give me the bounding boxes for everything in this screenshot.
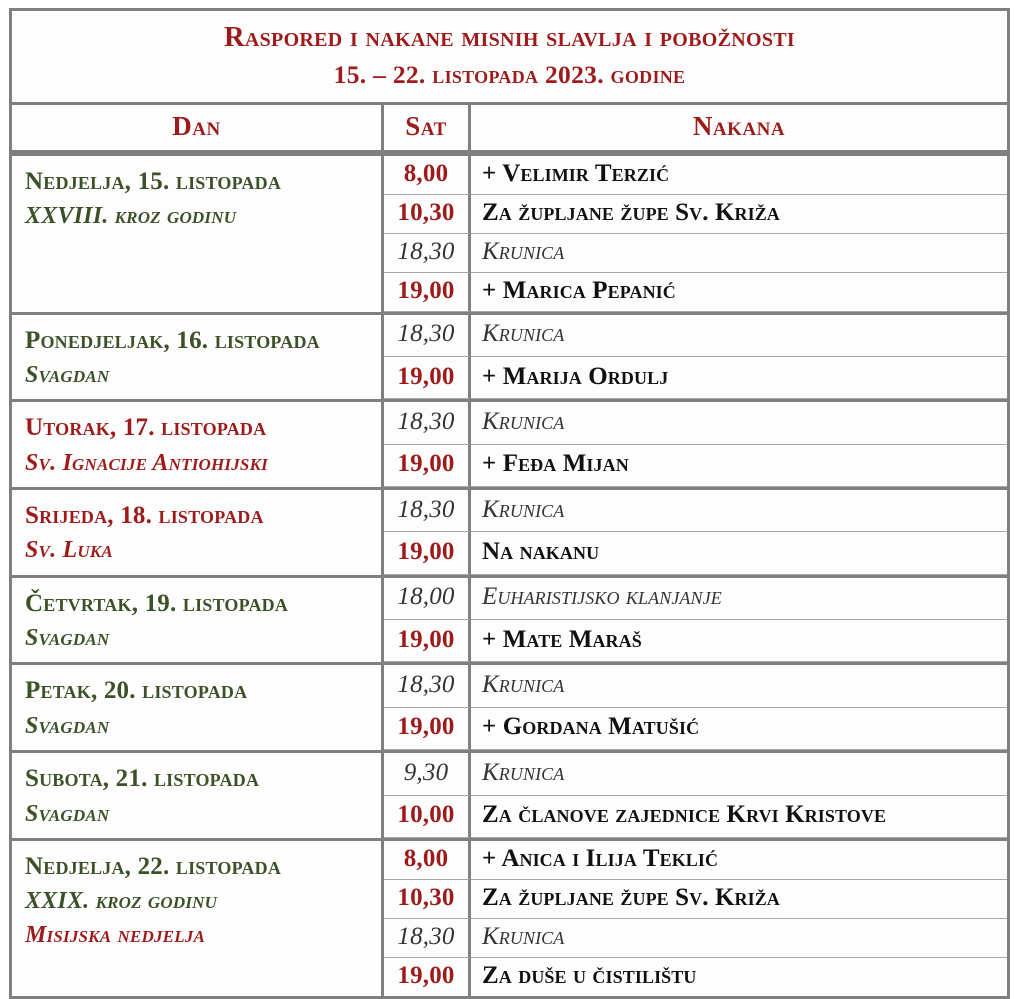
schedule-row [12,487,1007,532]
time-cell [384,958,471,996]
schedule-row [12,153,1007,195]
intention-cell [471,273,1007,312]
devotion-time: 18,30 [397,320,455,348]
mass-time: 8,00 [403,844,449,872]
mass-intention: + Mate Maraš [482,625,642,653]
day-name-label: Subota, 21. listopada [25,765,260,793]
mass-time: 19,00 [397,276,455,304]
title-cell [12,11,1007,105]
schedule-date-range: 15. – 22. listopada 2023. godine [333,60,686,90]
time-cell [384,153,471,195]
schedule-row [12,662,1007,707]
day-cell [12,399,384,487]
intention-cell [471,662,1007,707]
time-cell [384,880,471,919]
time-cell [384,662,471,707]
intention-cell [471,838,1007,880]
devotion-name: Euharistijsko klanjanje [482,583,722,611]
day-liturgical-label: Svagdan [25,712,110,739]
intention-cell [471,399,1007,444]
day-liturgical-label: XXVIII. kroz godinu [25,203,237,230]
day-liturgical-label: Svagdan [25,625,110,652]
intention-cell [471,575,1007,620]
devotion-name: Krunica [482,922,565,950]
mass-time: 19,00 [397,538,455,566]
schedule-row [12,312,1007,357]
intention-cell [471,620,1007,662]
day-cell [12,838,384,996]
devotion-name: Krunica [482,758,565,786]
time-cell [384,575,471,620]
day-liturgical-label: Sv. Ignacije Antiohijski [25,449,268,476]
time-cell [384,750,471,795]
devotion-name: Krunica [482,320,565,348]
day-liturgical-label: Svagdan [25,800,110,827]
intention-cell [471,312,1007,357]
day-name-label: Petak, 20. listopada [25,677,248,705]
mass-time: 19,00 [397,961,455,989]
column-header-day: Dan [12,105,384,153]
day-name-label: Srijeda, 18. listopada [25,501,264,529]
day-name-label: Nedjelja, 15. listopada [25,167,282,195]
time-cell [384,312,471,357]
mass-intention: Za duše u čistilištu [482,961,697,989]
devotion-time: 18,30 [397,237,455,265]
time-cell [384,620,471,662]
intention-cell [471,708,1007,750]
time-cell [384,399,471,444]
intention-cell [471,532,1007,574]
time-cell [384,838,471,880]
devotion-time: 18,00 [397,583,455,611]
time-cell [384,357,471,399]
time-cell [384,445,471,487]
title-row [12,11,1007,105]
devotion-time: 18,30 [397,922,455,950]
mass-intention: + Marija Ordulj [482,362,669,390]
time-cell [384,234,471,273]
mass-intention: + Feđa Mijan [482,450,629,478]
day-liturgical-label: XXIX. kroz godinu [25,888,218,915]
intention-cell [471,958,1007,996]
mass-intention: Za župljane župe Sv. Križa [482,883,780,911]
mass-time: 19,00 [397,713,455,741]
schedule-row [12,399,1007,444]
intention-cell [471,880,1007,919]
intention-cell [471,796,1007,838]
day-liturgical-label: Sv. Luka [25,537,113,564]
intention-cell [471,357,1007,399]
time-cell [384,195,471,234]
column-header-intention: Nakana [471,105,1007,153]
mass-intention: Za članove zajednice Krvi Kristove [482,801,887,829]
day-cell [12,575,384,663]
intention-cell [471,234,1007,273]
devotion-name: Krunica [482,237,565,265]
schedule-row [12,575,1007,620]
mass-intention: Na nakanu [482,538,600,566]
devotion-time: 9,30 [403,758,449,786]
intention-cell [471,750,1007,795]
day-liturgical-label: Svagdan [25,362,110,389]
intention-cell [471,195,1007,234]
mass-intention: + Velimir Terzić [482,159,670,187]
column-header-time: Sat [384,105,471,153]
devotion-name: Krunica [482,671,565,699]
mass-time: 19,00 [397,625,455,653]
mass-intention: + Gordana Matušić [482,713,700,741]
mass-intention: + Anica i Ilija Teklić [482,844,719,872]
day-name-label: Nedjelja, 22. listopada [25,852,282,880]
time-cell [384,796,471,838]
mass-intention: + Marica Pepanić [482,276,676,304]
schedule-title: Raspored i nakane misnih slavlja i pobožnosti [224,22,796,53]
mass-time: 19,00 [397,362,455,390]
mass-intention: Za župljane župe Sv. Križa [482,198,780,226]
day-name-label: Utorak, 17. listopada [25,414,267,442]
devotion-name: Krunica [482,408,565,436]
day-cell [12,662,384,750]
devotion-name: Krunica [482,495,565,523]
day-liturgical-label: Misijska nedjelja [25,922,206,949]
schedule-row [12,750,1007,795]
time-cell [384,487,471,532]
mass-time: 10,30 [397,198,455,226]
day-cell [12,750,384,838]
intention-cell [471,153,1007,195]
mass-time: 10,00 [397,801,455,829]
mass-time: 8,00 [403,159,449,187]
time-cell [384,708,471,750]
time-cell [384,273,471,312]
intention-cell [471,445,1007,487]
devotion-time: 18,30 [397,671,455,699]
mass-time: 19,00 [397,450,455,478]
devotion-time: 18,30 [397,495,455,523]
day-cell [12,312,384,400]
day-name-label: Četvrtak, 19. listopada [25,589,289,617]
intention-cell [471,487,1007,532]
mass-time: 10,30 [397,883,455,911]
devotion-time: 18,30 [397,408,455,436]
day-name-label: Ponedjeljak, 16. listopada [25,326,320,354]
mass-schedule-table [9,8,1010,999]
schedule-row [12,838,1007,880]
column-header-row [12,105,1007,153]
day-cell [12,487,384,575]
time-cell [384,532,471,574]
day-cell [12,153,384,312]
